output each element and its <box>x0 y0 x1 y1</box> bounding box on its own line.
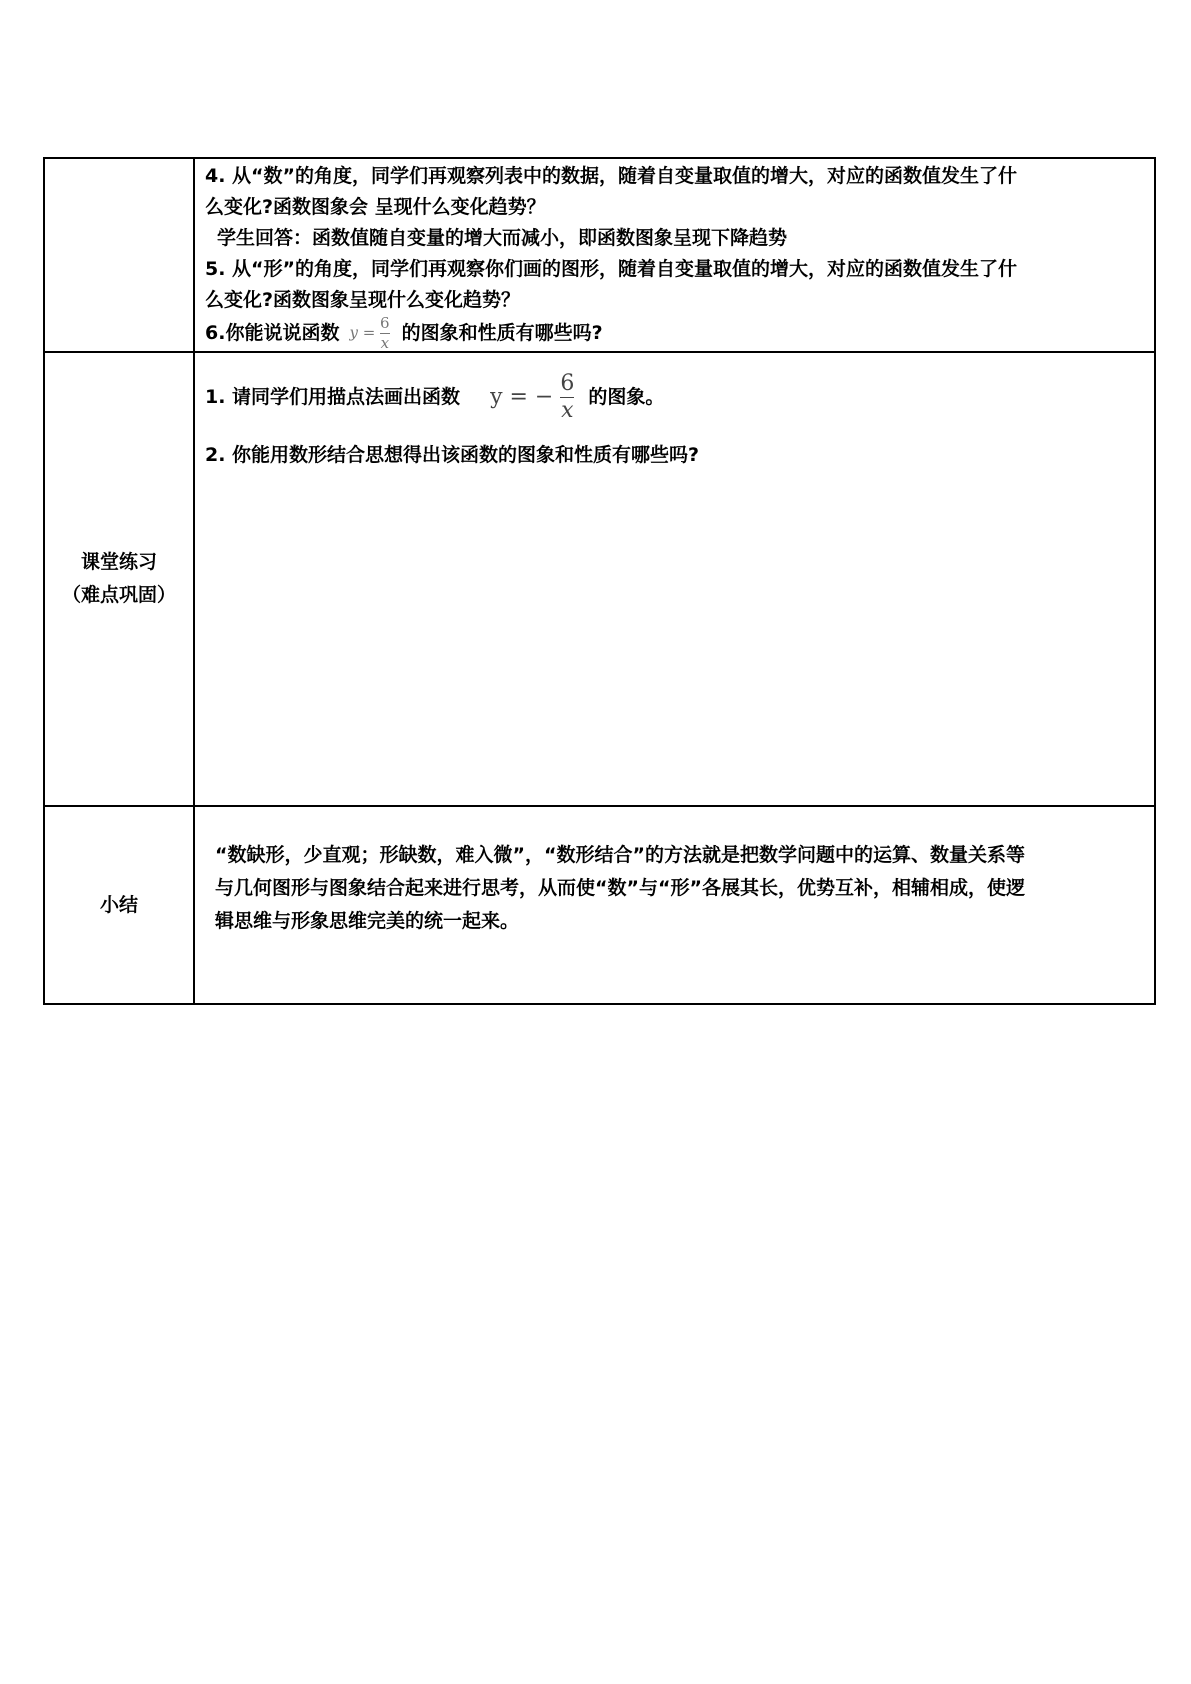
exercise-2: 2. 你能用数形结合思想得出该函数的图象和性质有哪些吗? <box>205 444 700 466</box>
exercise-1-suffix: 的图象。 <box>588 386 665 408</box>
label-practice: 课堂练习 <box>80 551 157 573</box>
row-content <box>194 806 1155 1004</box>
question-5-line-1: 5. 从“形”的角度，同学们再观察你们画的图形，随着自变量取值的增大，对应的函数值发生了什 <box>205 258 1018 280</box>
fraction-numerator: 6 <box>380 314 390 332</box>
fraction-numerator: 6 <box>560 371 575 396</box>
formula-lhs: y = − <box>490 384 554 410</box>
question-4-line-1: 4. 从“数”的角度，同学们再观察列表中的数据，随着自变量取值的增大，对应的函数值发生了什 <box>205 165 1018 187</box>
summary-line-3: 辑思维与形象思维完美的统一起来。 <box>215 910 520 932</box>
lesson-plan-table <box>43 157 1156 1005</box>
label-practice-sub: （难点巩固） <box>61 584 176 606</box>
summary-line-1: “数缺形，少直观；形缺数，难入微”，“数形结合”的方法就是把数学问题中的运算、数量关系等 <box>215 844 1025 866</box>
row-label-empty <box>44 158 194 352</box>
summary-line-2: 与几何图形与图象结合起来进行思考，从而使“数”与“形”各展其长，优势互补，相辅相成，使逻 <box>215 877 1025 899</box>
question-6-prefix: 6.你能说说函数 <box>205 322 340 344</box>
row-label-practice <box>44 352 194 806</box>
fraction <box>380 316 390 351</box>
table-row <box>44 352 1155 806</box>
table-row <box>44 806 1155 1004</box>
question-6-suffix: 的图象和性质有哪些吗? <box>401 322 603 344</box>
exercise-1 <box>205 373 1144 422</box>
row-label-summary <box>44 806 194 1004</box>
question-4-line-2: 么变化?函数图象会 呈现什么变化趋势？ <box>205 196 546 218</box>
row-content <box>194 352 1155 806</box>
row-content <box>194 158 1155 352</box>
question-6 <box>205 316 1144 351</box>
formula-y-equals-6-over-x <box>349 316 389 351</box>
question-5-line-2: 么变化?函数图象呈现什么变化趋势？ <box>205 289 521 311</box>
exercise-1-prefix: 1. 请同学们用描点法画出函数 <box>205 386 461 408</box>
formula-lhs: y = <box>349 323 376 342</box>
fraction-denominator: x <box>561 398 574 423</box>
formula-y-equals-minus-6-over-x <box>490 373 574 422</box>
student-answer: 学生回答：函数值随自变量的增大而减小，即函数图象呈现下降趋势 <box>217 227 788 249</box>
fraction-denominator: x <box>380 334 390 352</box>
table-row <box>44 158 1155 352</box>
fraction <box>560 373 574 422</box>
label-summary: 小结 <box>99 893 138 916</box>
